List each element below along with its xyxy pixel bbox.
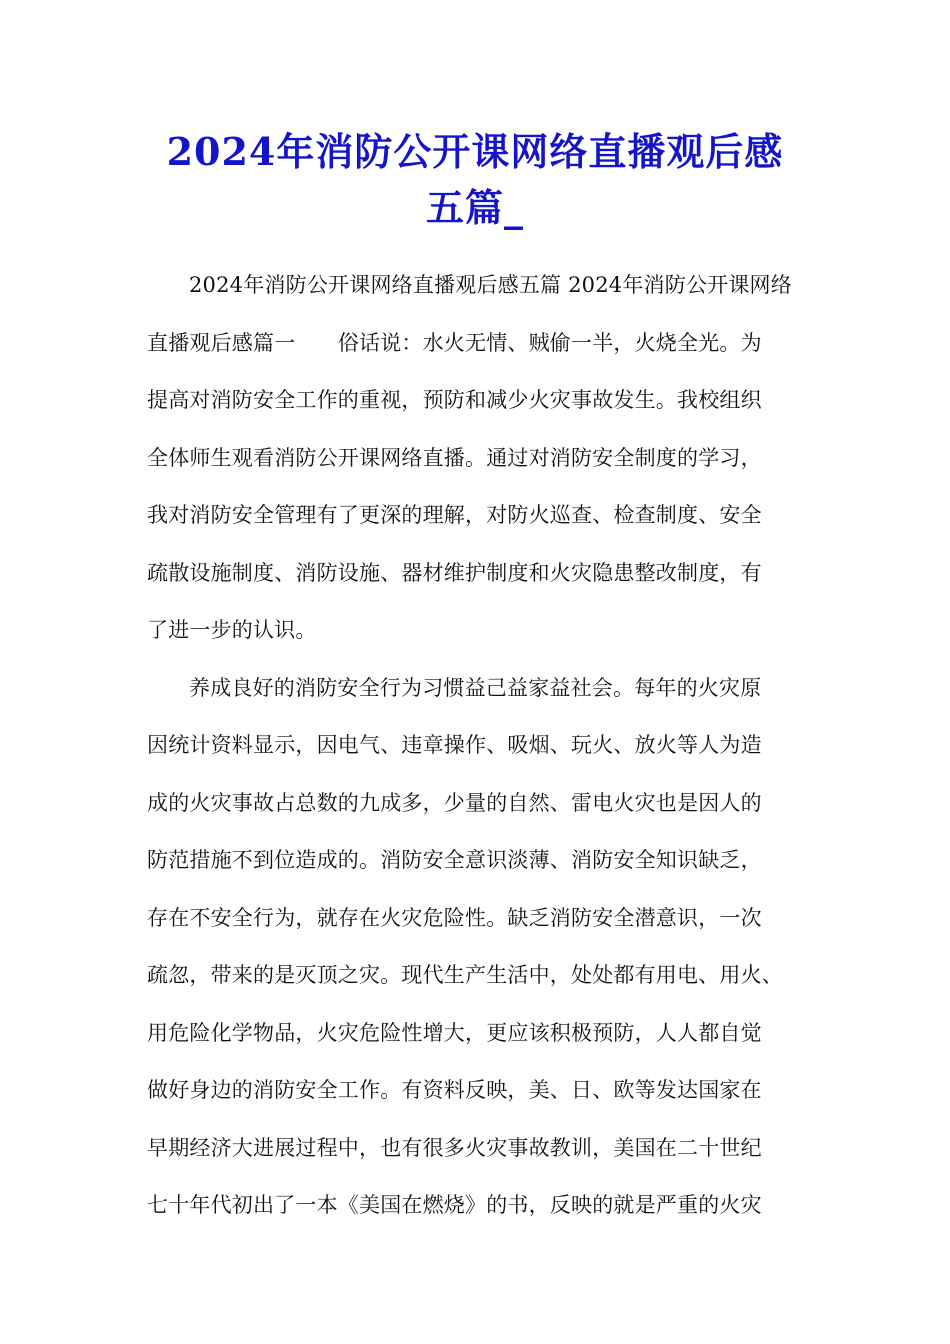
paragraph-line: 用危险化学物品，火灾危险性增大，更应该积极预防，人人都自觉 bbox=[147, 1020, 762, 1045]
paragraph-line: 因统计资料显示，因电气、违章操作、吸烟、玩火、放火等人为造 bbox=[147, 733, 762, 757]
paragraph-line: 疏散设施制度、消防设施、器材维护制度和火灾隐患整改制度，有 bbox=[147, 560, 762, 585]
paragraph-line: 2024年消防公开课网络直播观后感五篇 2024年消防公开课网络 bbox=[189, 273, 792, 297]
paragraph-2 bbox=[147, 660, 807, 1235]
paragraph-line: 养成良好的消防安全行为习惯益己益家益社会。每年的火灾原 bbox=[189, 675, 762, 700]
title-line-1: 2024年消防公开课网络直播观后感 bbox=[166, 129, 784, 174]
document-body bbox=[147, 257, 807, 1235]
paragraph-line: 成的火灾事故占总数的九成多，少量的自然、雷电火灾也是因人的 bbox=[147, 790, 762, 815]
paragraph-line: 直播观后感篇一 俗话说：水火无情、贼偷一半，火烧全光。为 bbox=[147, 330, 762, 355]
title-line-2: 五篇_ bbox=[425, 185, 524, 230]
paragraph-line: 早期经济大进展过程中，也有很多火灾事故教训，美国在二十世纪 bbox=[147, 1135, 762, 1160]
paragraph-line: 我对消防安全管理有了更深的理解，对防火巡查、检查制度、安全 bbox=[147, 503, 762, 527]
document-title bbox=[120, 124, 830, 236]
paragraph-line: 七十年代初出了一本《美国在燃烧》的书，反映的就是严重的火灾 bbox=[147, 1193, 762, 1217]
paragraph-line: 了进一步的认识。 bbox=[147, 618, 317, 642]
paragraph-line: 防范措施不到位造成的。消防安全意识淡薄、消防安全知识缺乏， bbox=[147, 848, 762, 872]
paragraph-line: 全体师生观看消防公开课网络直播。通过对消防安全制度的学习， bbox=[147, 445, 762, 470]
paragraph-line: 疏忽，带来的是灭顶之灾。现代生产生活中，处处都有用电、用火、 bbox=[147, 963, 783, 987]
paragraph-line: 提高对消防安全工作的重视，预防和减少火灾事故发生。我校组织 bbox=[147, 388, 762, 412]
paragraph-1 bbox=[147, 257, 807, 660]
paragraph-line: 做好身边的消防安全工作。有资料反映，美、日、欧等发达国家在 bbox=[147, 1078, 762, 1102]
paragraph-line: 存在不安全行为，就存在火灾危险性。缺乏消防安全潜意识，一次 bbox=[147, 905, 762, 930]
